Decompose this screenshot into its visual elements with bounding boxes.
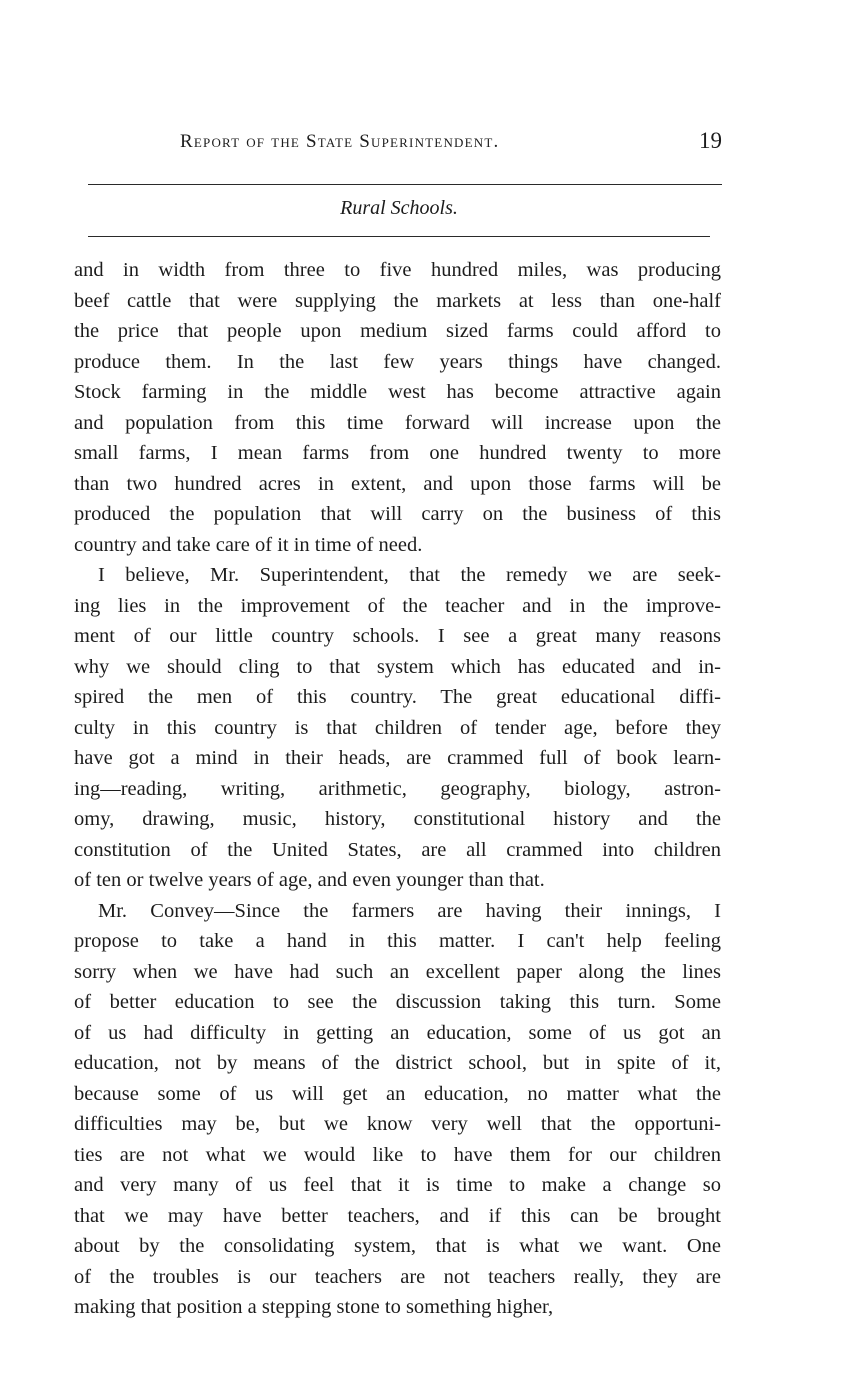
body-text bbox=[74, 255, 721, 1323]
text-line: spired the men of this country. The great educational diffi- bbox=[74, 686, 721, 708]
text-line: beef cattle that were supplying the markets at less than one-half bbox=[74, 289, 721, 312]
text-line: why we should cling to that system which has educated and in- bbox=[74, 655, 721, 678]
paragraph-2 bbox=[74, 560, 721, 896]
running-title: Report of the State Superintendent. bbox=[180, 131, 500, 152]
text-line: Mr. Convey—Since the farmers are having their innings, I bbox=[98, 899, 721, 922]
text-line: than two hundred acres in extent, and upon those farms will be bbox=[74, 472, 721, 495]
text-line: small farms, I mean farms from one hundred twenty to more bbox=[74, 442, 721, 464]
text-line: about by the consolidating system, that is what we want. One bbox=[74, 1235, 721, 1257]
running-header bbox=[90, 128, 722, 161]
section-title: Rural Schools. bbox=[340, 197, 458, 219]
header-rule-top bbox=[88, 184, 722, 185]
text-line: ties are not what we would like to have them for our children bbox=[74, 1143, 721, 1166]
text-line: constitution of the United States, are all crammed into children bbox=[74, 838, 721, 861]
text-line: making that position a stepping stone to something higher, bbox=[74, 1296, 554, 1318]
text-line: of us had difficulty in getting an education, some of us got an bbox=[74, 1021, 721, 1044]
text-line: and population from this time forward will increase upon the bbox=[74, 411, 721, 434]
text-line: omy, drawing, music, history, constitutional history and the bbox=[74, 808, 721, 830]
paragraph-3 bbox=[74, 896, 721, 1323]
text-line: that we may have better teachers, and if this can be brought bbox=[74, 1204, 721, 1227]
page-number: 19 bbox=[699, 128, 722, 153]
text-line: sorry when we have had such an excellent paper along the lines bbox=[74, 960, 721, 983]
text-line: because some of us will get an education, no matter what the bbox=[74, 1082, 721, 1105]
text-line: ing—reading, writing, arithmetic, geography, biology, astron- bbox=[74, 777, 721, 800]
text-line: education, not by means of the district school, but in spite of it, bbox=[74, 1052, 721, 1074]
header-rule-bottom bbox=[88, 236, 710, 237]
text-line: and very many of us feel that it is time to make a change so bbox=[74, 1174, 721, 1196]
text-line: Stock farming in the middle west has become attractive again bbox=[74, 381, 721, 403]
text-line: of the troubles is our teachers are not teachers really, they are bbox=[74, 1265, 721, 1288]
text-line: have got a mind in their heads, are crammed full of book learn- bbox=[74, 747, 721, 769]
text-line: and in width from three to five hundred miles, was producing bbox=[74, 259, 721, 281]
text-line: culty in this country is that children of tender age, before they bbox=[74, 716, 721, 739]
text-line: produced the population that will carry on the business of this bbox=[74, 503, 721, 525]
text-line: country and take care of it in time of need. bbox=[74, 533, 423, 556]
text-line: I believe, Mr. Superintendent, that the remedy we are seek- bbox=[98, 564, 721, 586]
text-line: difficulties may be, but we know very well that the opportuni- bbox=[74, 1113, 721, 1135]
text-line: ment of our little country schools. I see a great many reasons bbox=[74, 625, 721, 647]
text-line: propose to take a hand in this matter. I can't help feeling bbox=[74, 930, 721, 952]
text-line: of better education to see the discussion taking this turn. Some bbox=[74, 991, 721, 1013]
text-line: ing lies in the improvement of the teacher and in the improve- bbox=[74, 594, 721, 617]
text-line: of ten or twelve years of age, and even younger than that. bbox=[74, 869, 545, 891]
paragraph-1 bbox=[74, 255, 721, 560]
text-line: produce them. In the last few years things have changed. bbox=[74, 350, 721, 373]
text-line: the price that people upon medium sized farms could afford to bbox=[74, 320, 721, 342]
